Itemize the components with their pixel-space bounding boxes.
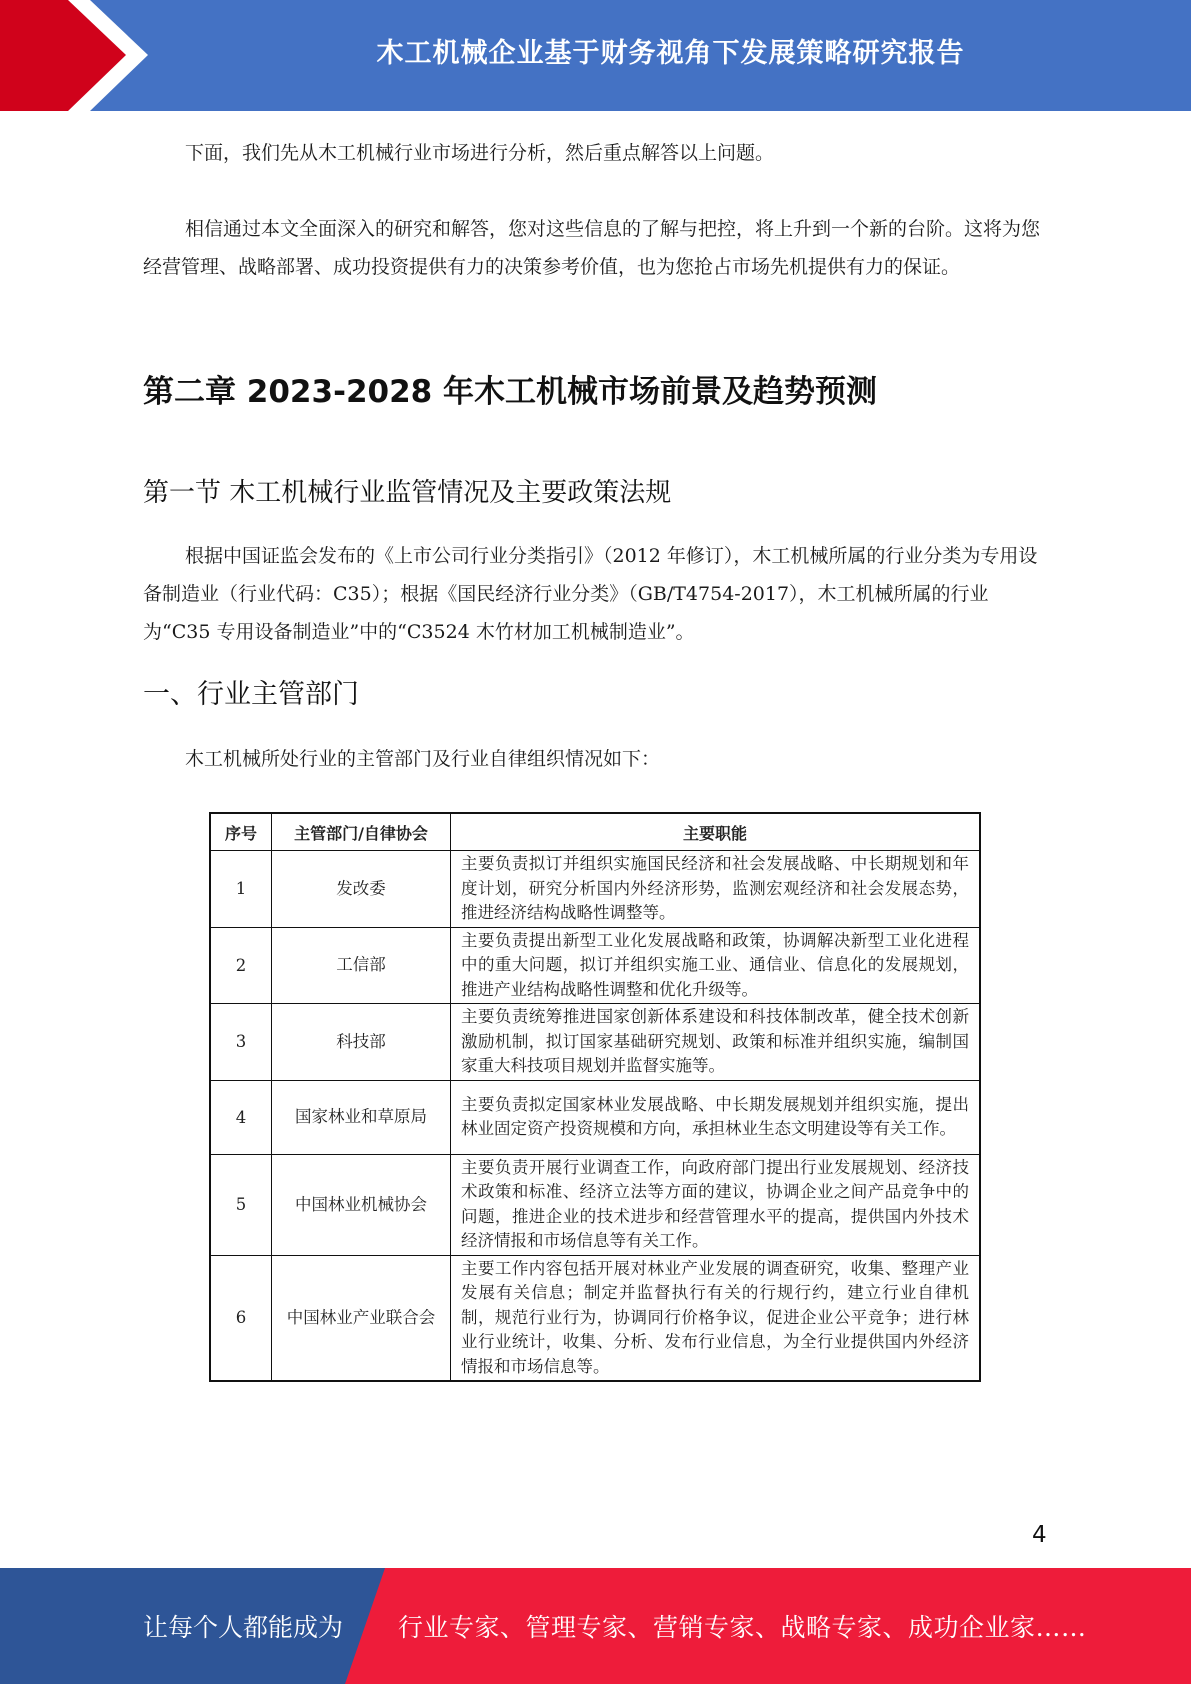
table-row bbox=[210, 927, 980, 1004]
row-no: 6 bbox=[210, 1255, 272, 1381]
row-duty: 主要负责提出新型工业化发展战略和政策，协调解决新型工业化进程中的重大问题，拟订并组织实施工业、通信业、信息化的发展规划，推进产业结构战略性调整和优化升级等。 bbox=[451, 927, 981, 1004]
subsection-paragraph-block bbox=[143, 740, 1045, 778]
row-no: 1 bbox=[210, 851, 272, 928]
row-dept: 科技部 bbox=[272, 1004, 451, 1081]
header-dept: 主管部门/自律协会 bbox=[272, 813, 451, 851]
row-duty: 主要负责统筹推进国家创新体系建设和科技体制改革，健全技术创新激励机制，拟订国家基础研究规划、政策和标准并组织实施，编制国家重大科技项目规划并监督实施等。 bbox=[451, 1004, 981, 1081]
row-duty: 主要工作内容包括开展对林业产业发展的调查研究，收集、整理产业发展有关信息；制定并监督执行有关的行规行约，建立行业自律机制，规范行业行为，协调同行价格争议，促进企业公平竞争；进行林业行业统计，收集、分析、发布行业信息，为全行业提供国内外经济情报和市场信息等。 bbox=[451, 1255, 981, 1381]
chapter-title: 第二章 2023-2028 年木工机械市场前景及趋势预测 bbox=[143, 374, 878, 410]
table-row bbox=[210, 1255, 980, 1381]
header-title: 木工机械企业基于财务视角下发展策略研究报告 bbox=[376, 37, 965, 69]
header-duty: 主要职能 bbox=[451, 813, 981, 851]
row-no: 4 bbox=[210, 1080, 272, 1154]
row-dept: 发改委 bbox=[272, 851, 451, 928]
table-row bbox=[210, 1154, 980, 1255]
header-banner bbox=[0, 0, 1191, 111]
intro-paragraph-1: 下面，我们先从木工机械行业市场进行分析，然后重点解答以上问题。 bbox=[185, 142, 775, 164]
intro-paragraph-2-block bbox=[143, 210, 1045, 286]
row-no: 2 bbox=[210, 927, 272, 1004]
header-no: 序号 bbox=[210, 813, 272, 851]
row-dept: 中国林业产业联合会 bbox=[272, 1255, 451, 1381]
intro-paragraph-2: 相信通过本文全面深入的研究和解答，您对这些信息的了解与把控，将上升到一个新的台阶。这将为您经营管理、战略部署、成功投资提供有力的决策参考价值，也为您抢占市场先机提供有力的保证。 bbox=[143, 218, 1041, 278]
row-no: 5 bbox=[210, 1154, 272, 1255]
row-duty: 主要负责拟定国家林业发展战略、中长期发展规划并组织实施，提出林业固定资产投资规模和方向，承担林业生态文明建设等有关工作。 bbox=[451, 1080, 981, 1154]
intro-paragraph-1-block bbox=[143, 134, 1045, 172]
section-paragraph-block bbox=[143, 537, 1045, 651]
subsection-title: 一、行业主管部门 bbox=[143, 679, 359, 710]
table-row bbox=[210, 1080, 980, 1154]
subsection-paragraph: 木工机械所处行业的主管部门及行业自律组织情况如下： bbox=[185, 748, 661, 770]
footer-slogan-left: 让每个人都能成为 bbox=[143, 1613, 344, 1642]
section-paragraph: 根据中国证监会发布的《上市公司行业分类指引》（2012 年修订），木工机械所属的行业分类为专用设备制造业（行业代码：C35）；根据《国民经济行业分类》（GB/T4754-2017），木工机械所属的行业为“C35 专用设备制造业”中的“C3524 木竹材加工机械制造业”。 bbox=[143, 545, 1038, 643]
section-title: 第一节 木工机械行业监管情况及主要政策法规 bbox=[143, 478, 672, 508]
table-header-row bbox=[210, 813, 980, 851]
row-dept: 中国林业机械协会 bbox=[272, 1154, 451, 1255]
row-duty: 主要负责拟订并组织实施国民经济和社会发展战略、中长期规划和年度计划，研究分析国内外经济形势，监测宏观经济和社会发展态势，推进经济结构战略性调整等。 bbox=[451, 851, 981, 928]
header-chevron-decoration bbox=[0, 0, 160, 111]
row-no: 3 bbox=[210, 1004, 272, 1081]
footer-slogan-right: 行业专家、管理专家、营销专家、战略专家、成功企业家…… bbox=[398, 1613, 1087, 1642]
table-row bbox=[210, 1004, 980, 1081]
table-row bbox=[210, 851, 980, 928]
row-dept: 工信部 bbox=[272, 927, 451, 1004]
page-number: 4 bbox=[1032, 1522, 1047, 1548]
row-dept: 国家林业和草原局 bbox=[272, 1080, 451, 1154]
authorities-table bbox=[209, 812, 981, 1382]
row-duty: 主要负责开展行业调查工作，向政府部门提出行业发展规划、经济技术政策和标准、经济立法等方面的建议，协调企业之间产品竞争中的问题，推进企业的技术进步和经营管理水平的提高，提供国内外技术经济情报和市场信息等有关工作。 bbox=[451, 1154, 981, 1255]
